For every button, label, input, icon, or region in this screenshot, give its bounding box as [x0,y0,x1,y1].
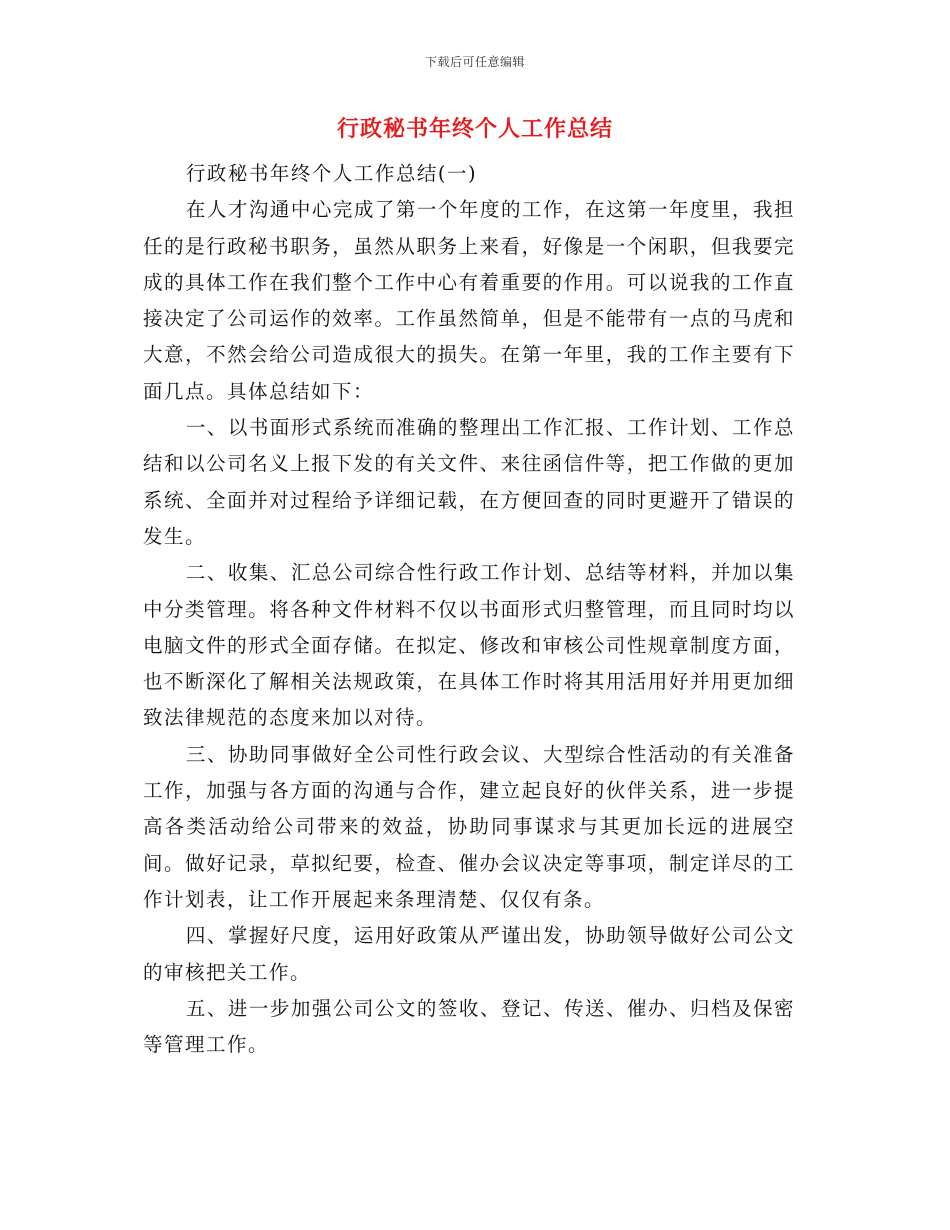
paragraph-item-2: 二、收集、汇总公司综合性行政工作计划、总结等材料，并加以集中分类管理。将各种文件材料不仅以书面形式归整管理，而且同时均以电脑文件的形式全面存储。在拟定、修改和审核公司性规章制度方面，也不断深化了解相关法规政策，在具体工作时将其用活用好并用更加细致法律规范的态度来加以对待。 [143,561,795,730]
paragraph-item-1: 一、以书面形式系统而准确的整理出工作汇报、工作计划、工作总结和以公司名义上报下发的有关文件、来往函信件等，把工作做的更加系统、全面并对过程给予详细记载，在方便回查的同时更避开了错误的发生。 [143,416,795,548]
paragraph-intro: 在人才沟通中心完成了第一个年度的工作，在这第一年度里，我担任的是行政秘书职务，虽然从职务上来看，好像是一个闲职，但我要完成的具体工作在我们整个工作中心有着重要的作用。可以说我的工作直接决定了公司运作的效率。工作虽然简单，但是不能带有一点的马虎和大意，不然会给公司造成很大的损失。在第一年里，我的工作主要有下面几点。具体总结如下： [143,198,795,403]
paragraph-item-3: 三、协助同事做好全公司性行政会议、大型综合性活动的有关准备工作，加强与各方面的沟通与合作，建立起良好的伙伴关系，进一步提高各类活动给公司带来的效益，协助同事谋求与其更加长远的进展空间。做好记录，草拟纪要，检查、催办会议决定等事项，制定详尽的工作计划表，让工作开展起来条理清楚、仅仅有条。 [143,742,795,911]
document-subtitle: 行政秘书年终个人工作总结(一) [185,162,478,185]
paragraph-item-4: 四、掌握好尺度，运用好政策从严谨出发，协助领导做好公司公文的审核把关工作。 [143,924,795,984]
header-note: 下载后可任意编辑 [424,55,525,69]
document-title: 行政秘书年终个人工作总结 [336,116,613,142]
paragraph-item-5: 五、进一步加强公司公文的签收、登记、传送、催办、归档及保密等管理工作。 [143,996,795,1057]
document-body [143,156,795,1063]
